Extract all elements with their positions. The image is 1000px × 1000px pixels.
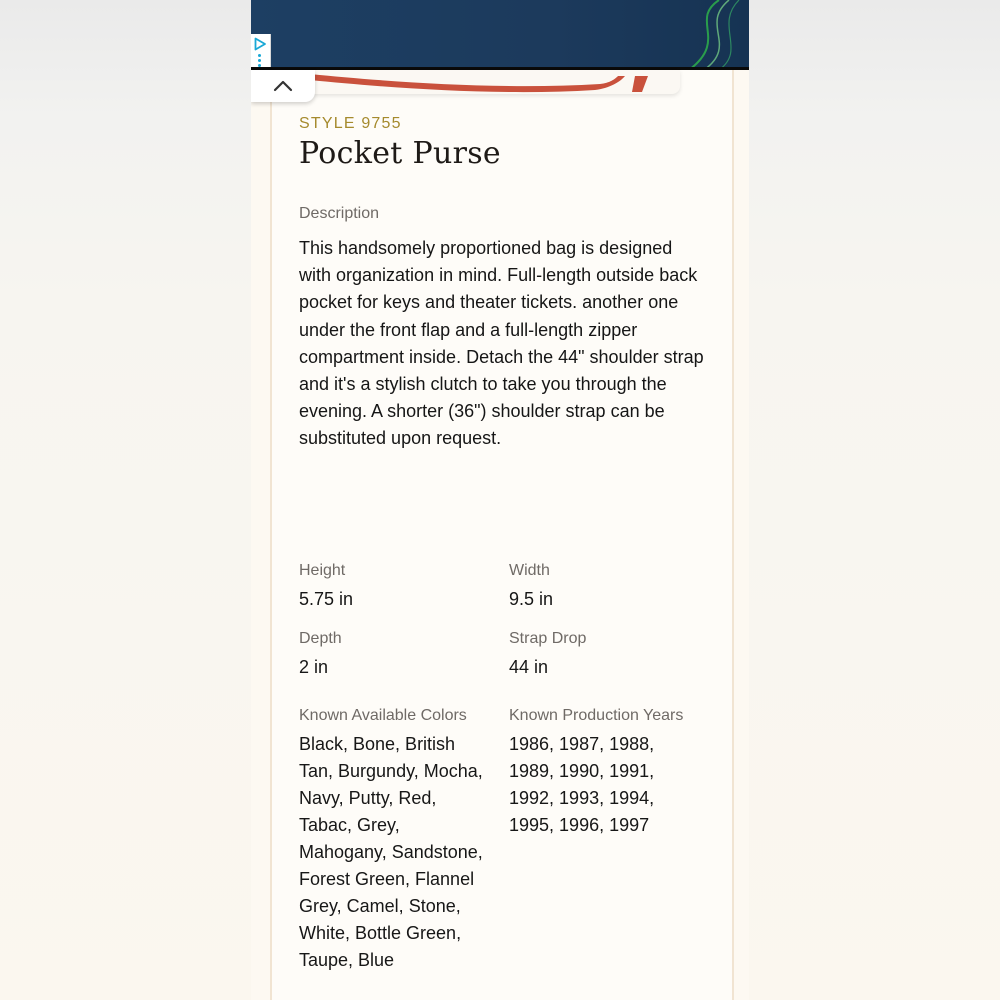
purse-photo-graphic	[270, 70, 680, 94]
product-image	[270, 70, 680, 94]
spec-strap-drop	[509, 630, 586, 681]
collapse-ad-button[interactable]	[251, 70, 315, 102]
spec-width	[509, 562, 553, 613]
style-number: STYLE 9755	[299, 115, 402, 132]
spec-value: 2 in	[299, 657, 329, 677]
spec-label: Known Production Years	[509, 707, 684, 724]
spec-value: 9.5 in	[509, 589, 554, 609]
spec-value: 5.75 in	[299, 589, 354, 609]
spec-label: Strap Drop	[509, 630, 587, 647]
spec-label: Depth	[299, 630, 342, 647]
spec-production-years	[509, 707, 699, 839]
spec-depth	[299, 630, 342, 681]
spec-value: 44 in	[509, 657, 549, 677]
ad-banner[interactable]	[251, 0, 749, 70]
spec-value: 1986, 1987, 1988, 1989, 1990, 1991, 1992, 1993, 1994, 1995, 1996, 1997	[509, 734, 655, 835]
mobile-viewport	[251, 0, 749, 1000]
ad-choices-icon[interactable]	[251, 34, 271, 70]
ad-swoosh-graphic	[659, 0, 749, 70]
spec-height	[299, 562, 353, 613]
spec-label: Height	[299, 562, 346, 579]
chevron-up-icon	[273, 80, 293, 92]
spec-value: Black, Bone, British Tan, Burgundy, Mocha, Navy, Putty, Red, Tabac, Grey, Mahogany, Sandstone, Forest Green, Flannel Grey, Camel, Stone, White, Bottle Green, Taupe, Blue	[299, 734, 483, 970]
description-label: Description	[299, 205, 380, 222]
spec-colors	[299, 707, 489, 974]
play-icon	[254, 37, 267, 51]
spec-label: Known Available Colors	[299, 707, 467, 724]
spec-label: Width	[509, 562, 550, 579]
description-text: This handsomely proportioned bag is designed with organization in mind. Full-length outside back pocket for keys and theater tickets. another one under the front flap and a full-length zipper compartment inside. Detach the 44" shoulder strap and it's a stylish clutch to take you through the evening. A shorter (36") shoulder strap can be substituted upon request.	[299, 238, 704, 449]
product-title: Pocket Purse	[299, 136, 501, 171]
